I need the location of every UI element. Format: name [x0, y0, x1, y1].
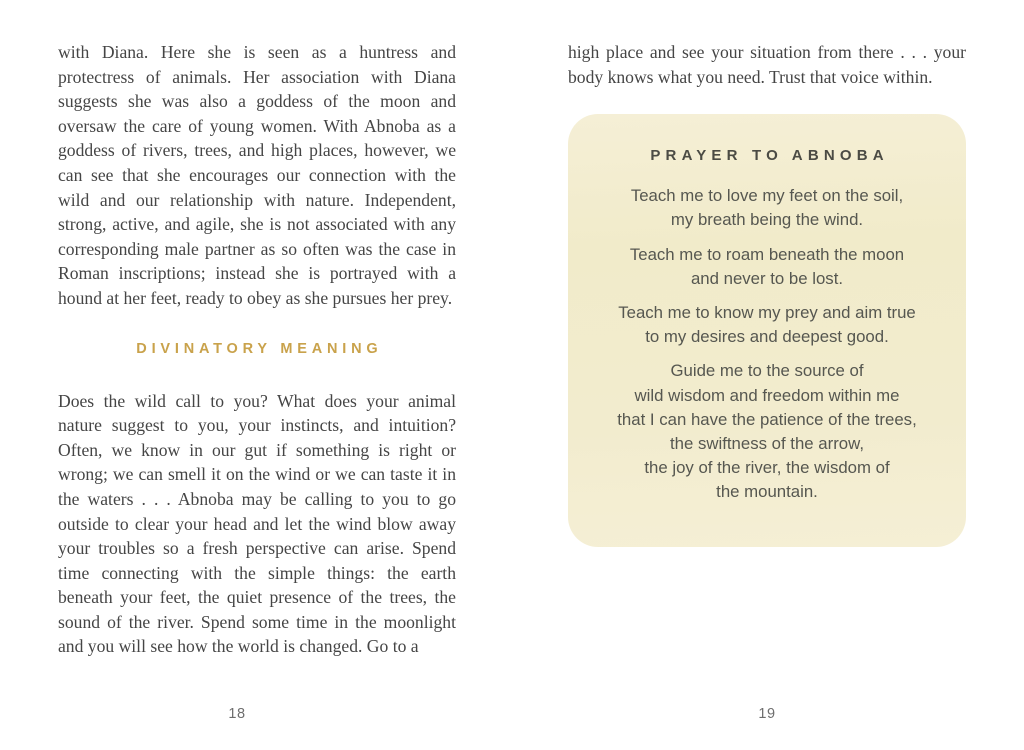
prayer-line: my breath being the wind.	[670, 210, 864, 230]
body-paragraph-continuation: high place and see your situation from there . . . your body knows what you need. Trust that voice within.	[568, 42, 966, 87]
book-page-right	[568, 40, 966, 547]
prayer-line: Teach me to love my feet on the soil,	[630, 186, 904, 206]
prayer-line: the swiftness of the arrow,	[669, 434, 864, 454]
prayer-line: to my desires and deepest good.	[645, 327, 889, 347]
prayer-line: Teach me to roam beneath the moon	[629, 244, 905, 264]
page-number-right: 19	[758, 706, 776, 722]
prayer-stanza-1	[594, 184, 940, 232]
page-number-left: 18	[228, 706, 246, 722]
prayer-line: Teach me to know my prey and aim true	[618, 303, 916, 322]
book-page-left	[58, 40, 456, 659]
section-heading-divinatory-meaning: DIVINATORY MEANING	[136, 340, 383, 357]
prayer-stanza-2	[594, 243, 940, 291]
prayer-line: Guide me to the source of	[670, 361, 864, 381]
prayer-stanza-4	[594, 359, 940, 504]
body-paragraph-2: Does the wild call to you? What does your animal nature suggest to you, your instincts, and intuition? Often, we know in our gut if something is right or wrong; we can smell it on the wind or we can taste it in the waters . . . Abnoba may be calling to you to go outside to clear your head and let the wind blow away your troubles so a fresh perspective can arise. Spend time connecting with the simple things: the earth beneath your feet, the quiet presence of the trees, the sound of the river. Spend some time in the moonlight and you will see how the world is changed. Go to a	[58, 390, 456, 657]
prayer-line: the mountain.	[716, 482, 818, 502]
prayer-stanza-3	[594, 301, 940, 349]
body-paragraph-1: with Diana. Here she is seen as a huntress and protectress of animals. Her association with Diana suggests she was also a goddess of the moon and oversaw the care of young women. With Abnoba as a goddess of rivers, trees, and high places, however, we can see that she encourages our connection with the wild and our relationship with nature. Independent, strong, active, and agile, she is not associated with any corresponding male partner as so often was the case in Roman inscriptions; instead she is portrayed with a hound at her feet, ready to obey as she pursues her prey.	[58, 42, 456, 308]
prayer-heading: PRAYER TO ABNOBA	[650, 147, 889, 165]
prayer-line: the joy of the river, the wisdom of	[644, 458, 890, 478]
prayer-line: that I can have the patience of the trees,	[617, 409, 917, 429]
prayer-box	[568, 114, 966, 546]
prayer-line: wild wisdom and freedom within me	[634, 385, 900, 405]
prayer-line: and never to be lost.	[690, 268, 844, 288]
